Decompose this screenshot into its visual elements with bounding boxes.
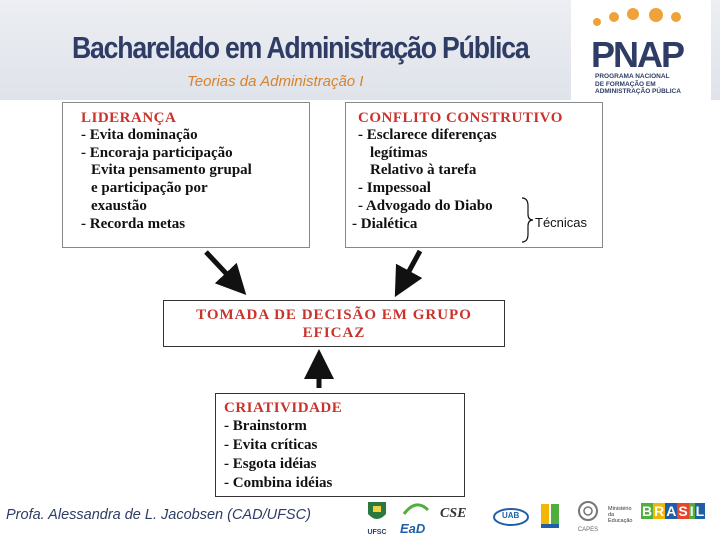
pnap-logo-subtitle: PROGRAMA NACIONAL DE FORMAÇÃO EM ADMINISTRAÇÃO PÚBLICA [595,73,681,95]
conflito-item: Relativo à tarefa [370,162,477,179]
lideranca-item: - Evita dominação [81,127,198,143]
page-subtitle: Teorias da Administração I [187,73,364,90]
uab-logo: UAB [492,506,530,528]
footer-author: Profa. Alessandra de L. Jacobsen (CAD/UFSC) [6,507,311,523]
lideranca-title: LIDERANÇA [81,110,177,126]
lideranca-item: e participação por [91,180,208,197]
conflito-item: - Advogado do Diabo [358,197,493,214]
arrow-conflito-to-decisao [402,251,420,284]
page-title: Bacharelado em Administração Pública [72,30,529,65]
criatividade-item: - Brainstorm [224,418,307,434]
criatividade-box [215,393,465,497]
conflito-title: CONFLITO CONSTRUTIVO [358,110,563,126]
lideranca-item: - Encoraja participação [81,144,233,161]
tomada-decisao-title-line1: TOMADA DE DECISÃO EM GRUPO [196,307,472,323]
conflito-item: - Impessoal [358,180,431,197]
uab-j-logo [538,502,564,530]
brasil-logo: B R A S I L [642,503,705,519]
criatividade-title: CRIATIVIDADE [224,400,343,416]
mec-logo: Ministério da Educação [608,506,633,524]
lideranca-item: - Recorda metas [81,215,186,232]
tomada-decisao-title-line2: EFICAZ [302,325,366,341]
conflito-item-dialetica: - Dialética [352,215,418,232]
conflito-item: - Esclarece diferenças [358,127,497,143]
arrow-lideranca-to-decisao [206,252,236,284]
ead-logo: EaD [400,500,432,534]
criatividade-item: - Evita críticas [224,437,318,453]
tecnicas-label: Técnicas [535,215,588,230]
ufsc-logo: UFSC [365,500,389,534]
cse-logo: CSE [440,506,467,521]
criatividade-item: - Esgota idéias [224,456,317,472]
pnap-logo-letters: PNAP [591,34,684,75]
lideranca-item: Evita pensamento grupal [91,162,252,179]
conflito-item: legítimas [370,144,428,161]
lideranca-item: exaustão [91,197,147,214]
capes-logo: CAPES [572,500,604,534]
criatividade-item: - Combina idéias [224,475,333,491]
tomada-decisao-box [163,300,505,347]
